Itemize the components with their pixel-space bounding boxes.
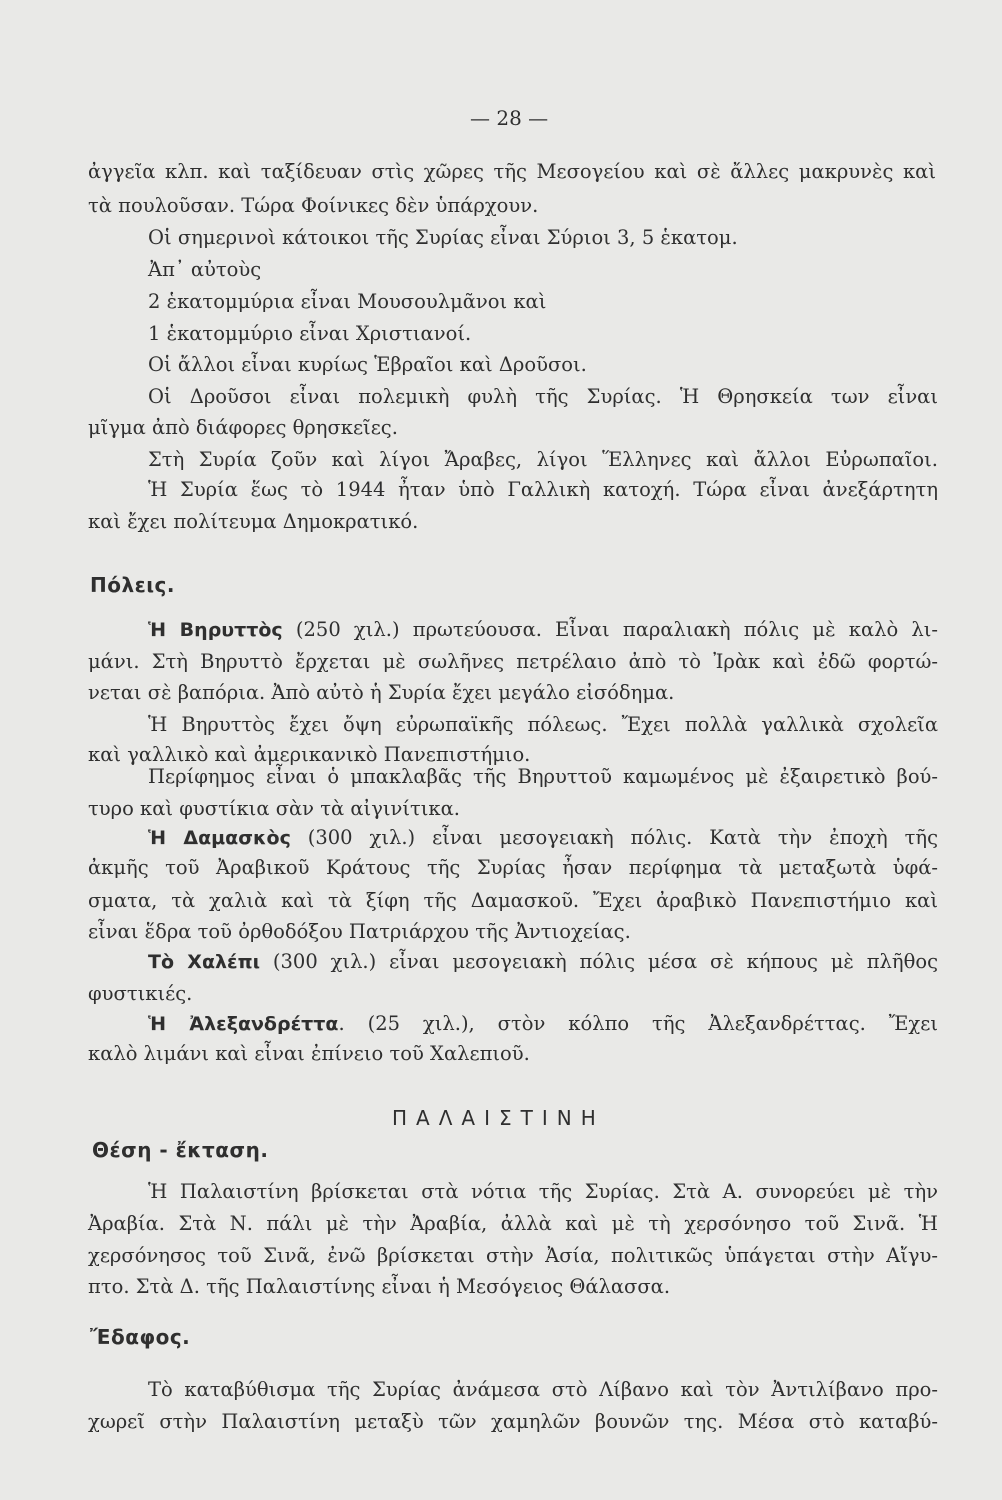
text-span: (300 χιλ.) εἶναι μεσογειακὴ πόλις. Κατὰ τὴν ἐποχὴ τῆς	[290, 826, 938, 849]
text-line: νεται σὲ βαπόρια. Ἀπὸ αὐτὸ ἡ Συρία ἔχει μεγάλο εἰσόδημα.	[88, 681, 675, 704]
text-line	[148, 1012, 938, 1036]
text-line: ἀκμῆς τοῦ Ἀραβικοῦ Κράτους τῆς Συρίας ἦσαν περίφημα τὰ μεταξωτὰ ὑφά-	[88, 856, 938, 879]
section-heading-position: Θέση - ἔκταση.	[92, 1138, 269, 1162]
text-line	[148, 950, 938, 974]
text-line: 1 ἑκατομμύριο εἶναι Χριστιανοί.	[148, 322, 472, 345]
section-title: ΠΑΛΑΙΣΤΙΝΗ	[392, 1106, 605, 1130]
text-line: καλὸ λιμάνι καὶ εἶναι ἐπίνειο τοῦ Χαλεπιοῦ.	[88, 1042, 530, 1065]
text-span: (300 χιλ.) εἶναι μεσογειακὴ πόλις μέσα σὲ κήπους μὲ πλῆθος	[260, 950, 938, 973]
text-line: πτο. Στὰ Δ. τῆς Παλαιστίνης εἶναι ἡ Μεσόγειος Θάλασσα.	[88, 1275, 671, 1298]
text-line: τυρο καὶ φυστίκια σὰν τὰ αἰγινίτικα.	[88, 797, 460, 820]
text-span: (250 χιλ.) πρωτεύουσα. Εἶναι παραλιακὴ πόλις μὲ καλὸ λι-	[282, 618, 939, 641]
text-line: Οἱ σημερινοὶ κάτοικοι τῆς Συρίας εἶναι Σύριοι 3, 5 ἑκατομ.	[148, 226, 738, 249]
city-name: Ἡ Δαμασκὸς	[148, 827, 291, 849]
text-line: Ἡ Συρία ἕως τὸ 1944 ἦταν ὑπὸ Γαλλικὴ κατοχή. Τώρα εἶναι ἀνεξάρτητη	[148, 478, 938, 501]
section-heading-soil: Ἔδαφος.	[90, 1325, 191, 1349]
city-name: Ἡ Βηρυττὸς	[148, 619, 283, 641]
text-line: Περίφημος εἶναι ὁ μπακλαβᾶς τῆς Βηρυττοῦ καμωμένος μὲ ἐξαιρετικὸ βού-	[148, 765, 938, 788]
text-line: Οἱ ἄλλοι εἶναι κυρίως Ἑβραῖοι καὶ Δροῦσοι.	[148, 353, 587, 376]
text-span: . (25 χιλ.), στὸν κόλπο τῆς Ἀλεξανδρέττας. Ἔχει	[338, 1012, 938, 1035]
section-heading-cities: Πόλεις.	[90, 573, 176, 597]
text-line: μῖγμα ἀπὸ διάφορες θρησκεῖες.	[88, 416, 398, 439]
text-line: καὶ γαλλικὸ καὶ ἀμερικανικὸ Πανεπιστήμιο.	[88, 743, 531, 766]
text-line: Ἀραβία. Στὰ Ν. πάλι μὲ τὴν Ἀραβία, ἀλλὰ καὶ μὲ τὴ χερσόνησο τοῦ Σινᾶ. Ἡ	[88, 1212, 938, 1235]
text-line: Στὴ Συρία ζοῦν καὶ λίγοι Ἄραβες, λίγοι Ἕλληνες καὶ ἄλλοι Εὐρωπαῖοι.	[148, 448, 938, 471]
text-line: εἶναι ἕδρα τοῦ ὀρθοδόξου Πατριάρχου τῆς Ἀντιοχείας.	[88, 920, 631, 943]
text-line: μάνι. Στὴ Βηρυττὸ ἔρχεται μὲ σωλῆνες πετρέλαιο ἀπὸ τὸ Ἰρὰκ καὶ ἐδῶ φορτώ-	[88, 650, 938, 673]
text-line: τὰ πουλοῦσαν. Τώρα Φοίνικες δὲν ὑπάρχουν.	[88, 194, 539, 217]
text-line: φυστικιές.	[88, 982, 193, 1005]
page-number: — 28 —	[470, 106, 549, 130]
text-line	[148, 618, 938, 642]
text-line	[148, 826, 938, 850]
text-line: Τὸ καταβύθισμα τῆς Συρίας ἀνάμεσα στὸ Λίβανο καὶ τὸν Ἀντιλίβανο προ-	[148, 1378, 938, 1401]
city-name: Ἡ Ἀλεξανδρέττα	[148, 1013, 339, 1035]
text-line: Ἡ Παλαιστίνη βρίσκεται στὰ νότια τῆς Συρίας. Στὰ Α. συνορεύει μὲ τὴν	[148, 1180, 938, 1203]
text-line: Ἀπ᾿ αὐτοὺς	[148, 258, 262, 281]
text-line: καὶ ἔχει πολίτευμα Δημοκρατικό.	[88, 510, 419, 533]
text-line: Ἡ Βηρυττὸς ἔχει ὄψη εὐρωπαϊκῆς πόλεως. Ἔχει πολλὰ γαλλικὰ σχολεῖα	[148, 713, 938, 736]
text-line: χωρεῖ στὴν Παλαιστίνη μεταξὺ τῶν χαμηλῶν βουνῶν της. Μέσα στὸ καταβύ-	[88, 1410, 938, 1433]
city-name: Τὸ Χαλέπι	[148, 951, 261, 973]
text-line: Οἱ Δροῦσοι εἶναι πολεμικὴ φυλὴ τῆς Συρίας. Ἡ Θρησκεία των εἶναι	[148, 385, 938, 408]
text-line: σματα, τὰ χαλιὰ καὶ τὰ ξίφη τῆς Δαμασκοῦ. Ἔχει ἀραβικὸ Πανεπιστήμιο καὶ	[88, 889, 938, 912]
text-line: 2 ἑκατομμύρια εἶναι Μουσουλμᾶνοι καὶ	[148, 290, 547, 313]
text-line: χερσόνησος τοῦ Σινᾶ, ἐνῶ βρίσκεται στὴν Ἀσία, πολιτικῶς ὑπάγεται στὴν Αἴγυ-	[88, 1244, 938, 1267]
text-line: ἀγγεῖα κλπ. καὶ ταξίδευαν στὶς χῶρες τῆς Μεσογείου καὶ σὲ ἄλλες μακρυνὲς καὶ	[88, 160, 936, 183]
